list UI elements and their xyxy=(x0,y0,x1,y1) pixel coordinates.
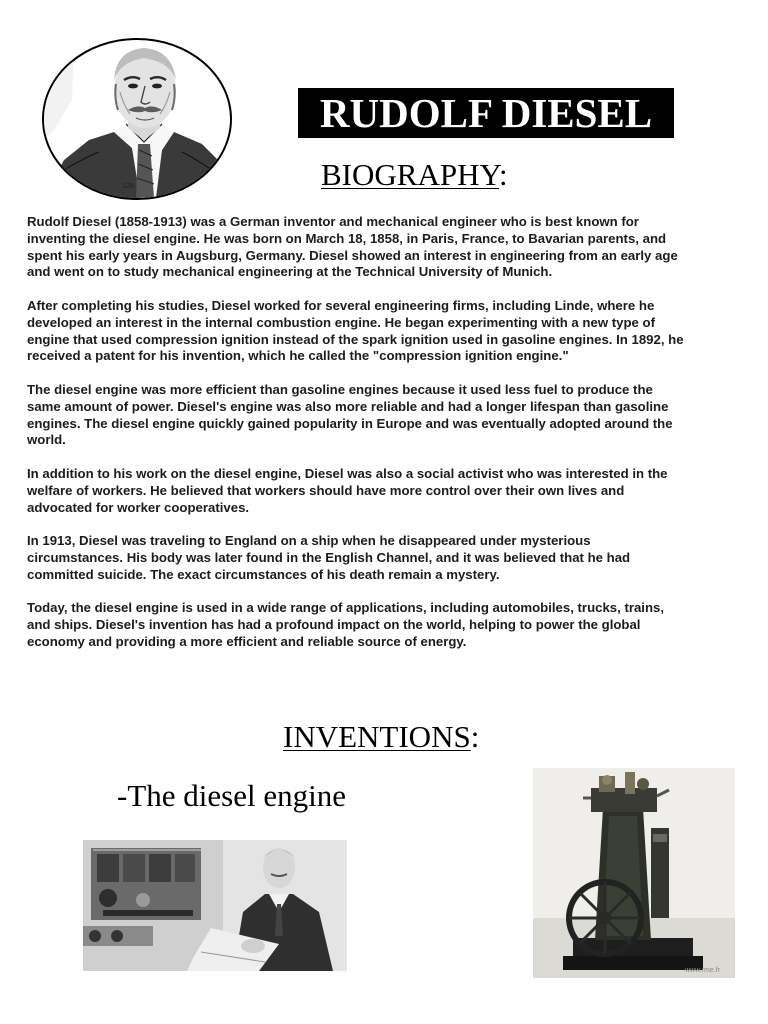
biography-heading-text: BIOGRAPHY xyxy=(321,157,500,192)
portrait-image xyxy=(42,38,232,200)
diesel-with-engine-illustration xyxy=(83,840,347,971)
first-diesel-engine-illustration xyxy=(533,768,735,978)
portrait-signature: 128 xyxy=(122,183,134,190)
biography-heading-colon: : xyxy=(499,157,508,192)
invention-item: -The diesel engine xyxy=(117,778,346,813)
first-diesel-engine-photo xyxy=(533,768,735,978)
paragraph-3: The diesel engine was more efficient than gasoline engines because it used less fuel to produce the same amount of power. Diesel's engine was also more reliable and had a longer lifespan than gasoline engines. The diesel engine quickly gained popularity in Europe and was eventually adopted around the world. xyxy=(27,381,673,448)
portrait-sketch xyxy=(44,40,230,198)
biography-body xyxy=(27,214,687,668)
paragraph-4: In addition to his work on the diesel engine, Diesel was also a social activist who was interested in the welfare of workers. He believed that workers should have more control over their own lives and advocated for worker cooperatives. xyxy=(27,465,668,515)
biography-heading xyxy=(321,157,508,193)
paragraph-1: Rudolf Diesel (1858-1913) was a German inventor and mechanical engineer who is best known for inventing the diesel engine. He was born on March 18, 1858, in Paris, France, to Bavarian parents, and spent his early years in Augsburg, Germany. Diesel showed an interest in engineering from an early age and went on to study mechanical engineering at the Technical University of Munich. xyxy=(27,214,678,280)
inventions-heading-text: INVENTIONS xyxy=(283,719,471,754)
engine-watermark: www.rme.fr xyxy=(685,967,720,974)
inventions-heading xyxy=(283,719,479,755)
paragraph-5: In 1913, Diesel was traveling to England on a ship when he disappeared under mysterious circumstances. His body was later found in the English Channel, and it was believed that he had committed suicide. The exact circumstances of his death remain a mystery. xyxy=(27,533,631,582)
paragraph-6: Today, the diesel engine is used in a wide range of applications, including automobiles, trucks, trains, and ships. Diesel's invention has had a profound impact on the world, helping to power the global economy and providing a more efficient and reliable source of energy. xyxy=(27,600,665,649)
inventions-heading-colon: : xyxy=(470,719,480,754)
page-title: RUDOLF DIESEL xyxy=(298,88,674,138)
paragraph-2: After completing his studies, Diesel worked for several engineering firms, including Linde, where he developed an interest in the internal combustion engine. He began experimenting with a new type of engine that used compression ignition instead of the spark ignition used in gasoline engines. In 1892, he received a patent for his invention, which he called the "compression ignition engine." xyxy=(27,297,684,364)
diesel-with-engine-photo xyxy=(83,840,347,971)
